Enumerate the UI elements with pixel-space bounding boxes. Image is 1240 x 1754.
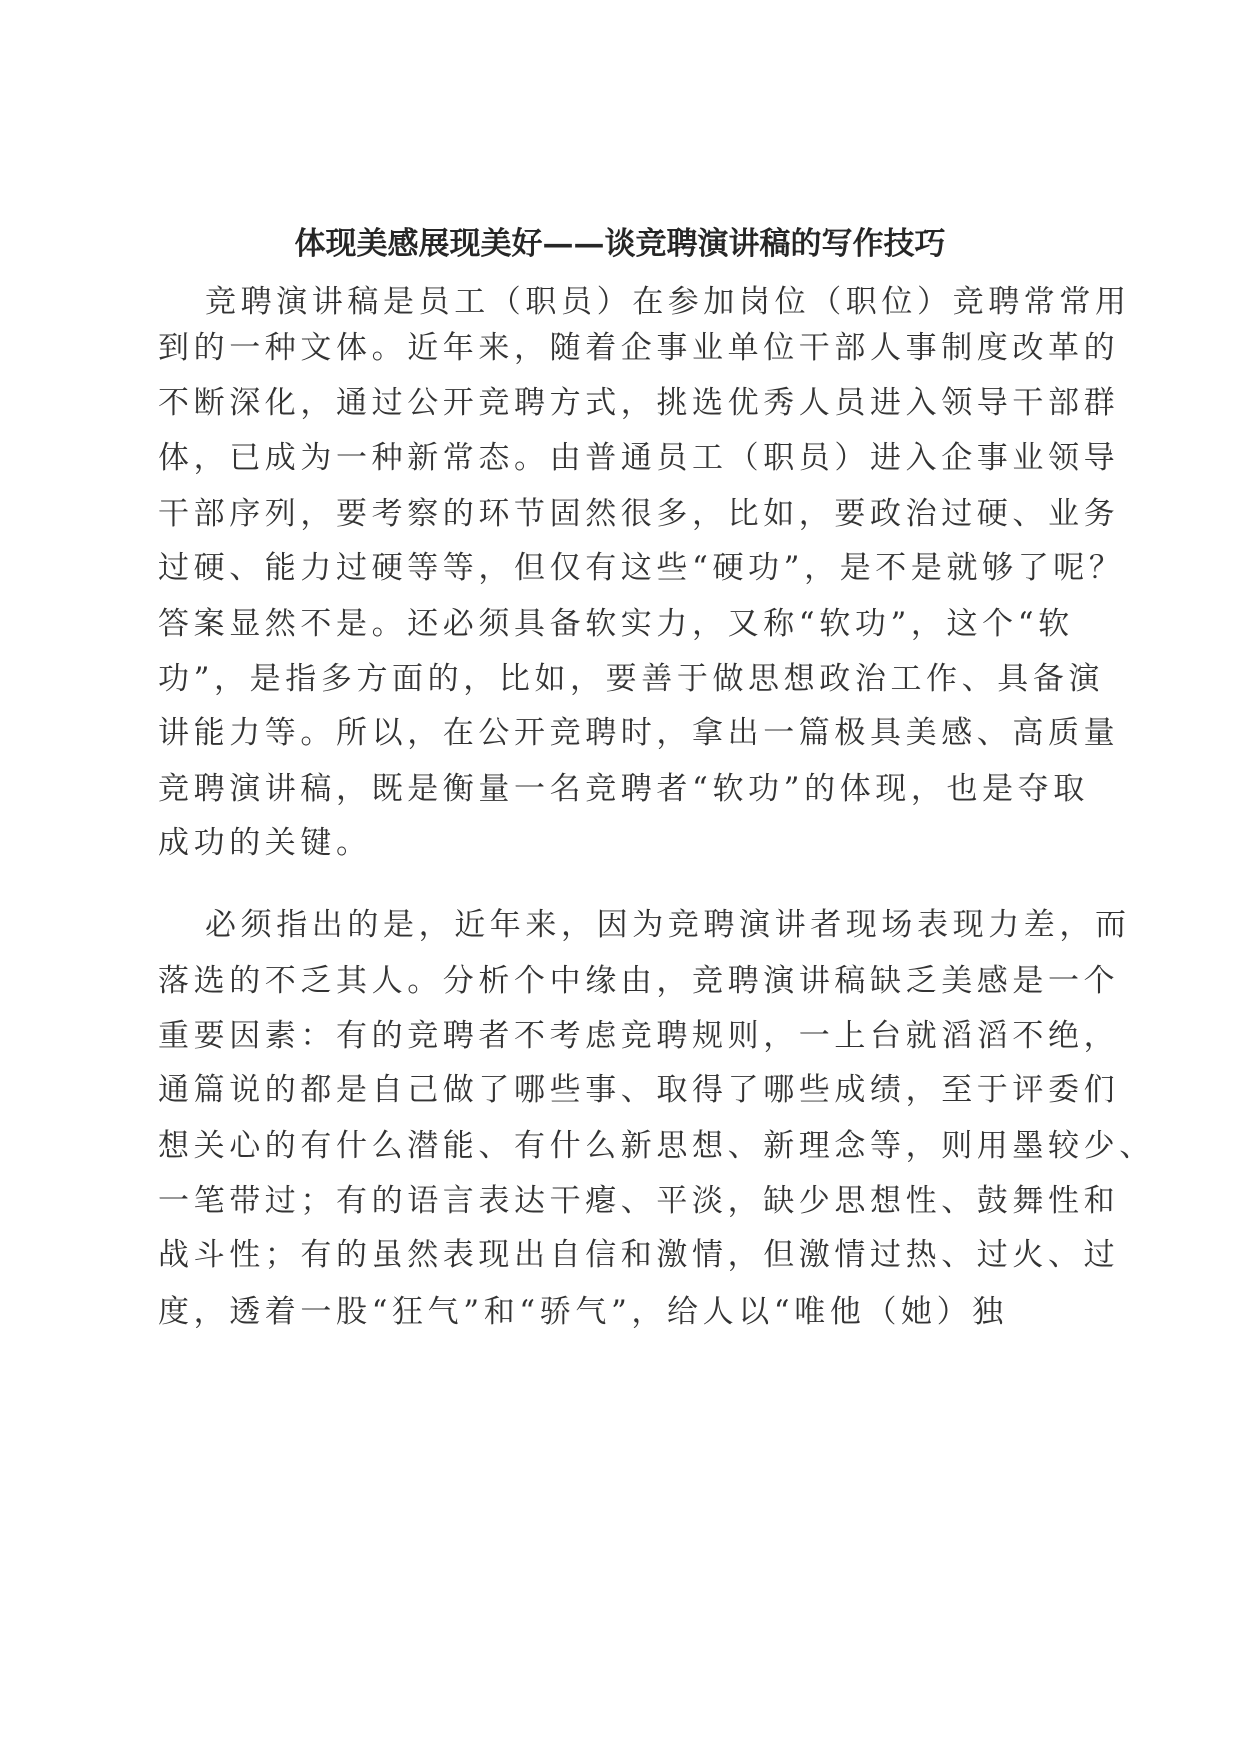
paragraph-2-line-1: 必须指出的是，近年来，因为竞聘演讲者现场表现力差，而 (205, 907, 1131, 943)
paragraph-1-line-2: 到的一种文体。近年来，随着企事业单位干部人事制度改革的 (158, 330, 1120, 366)
paragraph-1-line-6: 过硬、能力过硬等等，但仅有这些“硬功”，是不是就够了呢？ (158, 550, 1125, 586)
paragraph-2-line-7: 战斗性；有的虽然表现出自信和激情，但激情过热、过火、过 (158, 1237, 1120, 1273)
paragraph-2-line-5: 想关心的有什么潜能、有什么新思想、新理念等，则用墨较少、 (158, 1128, 1155, 1164)
paragraph-1-line-1: 竞聘演讲稿是员工（职员）在参加岗位（职位）竞聘常常用 (205, 284, 1131, 320)
paragraph-2-line-8: 度，透着一股“狂气”和“骄气”，给人以“唯他（她）独 (158, 1294, 1008, 1330)
paragraph-1-line-3: 不断深化，通过公开竞聘方式，挑选优秀人员进入领导干部群 (158, 385, 1120, 421)
paragraph-2-line-2: 落选的不乏其人。分析个中缘由，竞聘演讲稿缺乏美感是一个 (158, 963, 1120, 999)
paragraph-1-line-8: 功”，是指多方面的，比如，要善于做思想政治工作、具备演 (158, 661, 1105, 697)
paragraph-1-line-9: 讲能力等。所以，在公开竞聘时，拿出一篇极具美感、高质量 (158, 715, 1120, 751)
paragraph-1-line-5: 干部序列，要考察的环节固然很多，比如，要政治过硬、业务 (158, 496, 1120, 532)
paragraph-2-line-3: 重要因素：有的竞聘者不考虑竞聘规则，一上台就滔滔不绝， (158, 1018, 1120, 1054)
paragraph-2-line-6: 一笔带过；有的语言表达干瘪、平淡，缺少思想性、鼓舞性和 (158, 1183, 1120, 1219)
paragraph-1-line-10: 竞聘演讲稿，既是衡量一名竞聘者“软功”的体现，也是夺取 (158, 771, 1089, 807)
paragraph-1-line-4: 体，已成为一种新常态。由普通员工（职员）进入企事业领导 (158, 440, 1120, 476)
paragraph-1-line-7: 答案显然不是。还必须具备软实力，又称“软功”，这个“软 (158, 606, 1074, 642)
page-title: 体现美感展现美好——谈竞聘演讲稿的写作技巧 (294, 226, 946, 262)
paragraph-2-line-4: 通篇说的都是自己做了哪些事、取得了哪些成绩，至于评委们 (158, 1072, 1120, 1108)
paragraph-1-line-11: 成功的关键。 (158, 825, 372, 861)
